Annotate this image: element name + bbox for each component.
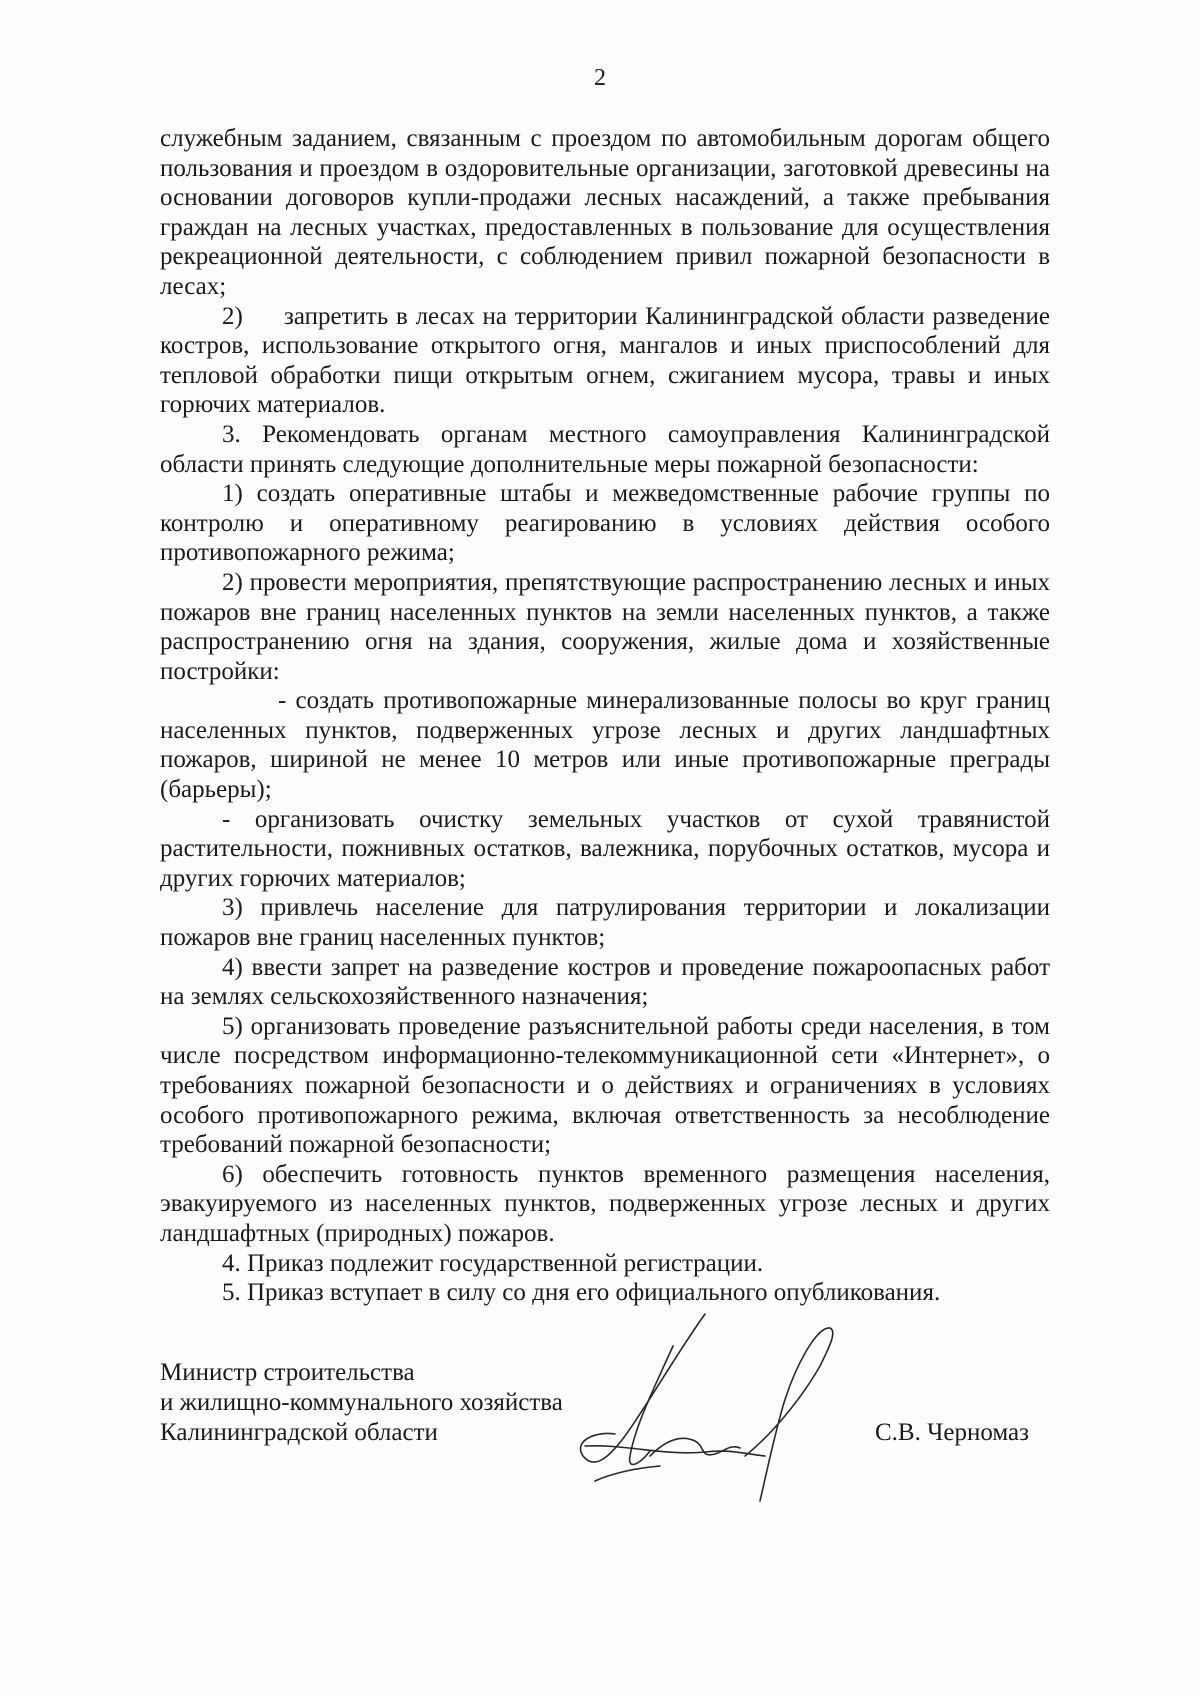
- paragraph-subitem-6: 6) обеспечить готовность пунктов временного размещения населения, эвакуируемого из населенных пунктов, подверженных угрозе лесных и других ландшафтных (природных) пожаров.: [160, 1160, 1050, 1247]
- paragraph-continuation: служебным заданием, связанным с проездом по автомобильным дорогам общего пользования и проездом в оздоровительные организации, заготовкой древесины на основании договоров купли-продажи лесных насаждений, а также пребывания граждан на лесных участках, предоставленных в пользование для осуществления рекреационной деятельности, с соблюдением привил пожарной безопасности в лесах;: [160, 125, 1050, 300]
- position-line: Министр строительства: [160, 1359, 415, 1386]
- item-number: 2): [222, 302, 243, 330]
- paragraph-clause-4: 4. Приказ подлежит государственной регистрации.: [222, 1249, 764, 1277]
- handwritten-signature: [555, 1306, 875, 1506]
- position-line: и жилищно-коммунального хозяйства: [160, 1389, 563, 1416]
- paragraph-dash-1: - создать противопожарные минерализованные полосы во круг границ населенных пунктов, подверженных угрозе лесных и других ландшафтных пожаров, шириной не менее 10 метров или иные противопожарные преграды (барьеры);: [160, 687, 1050, 804]
- position-line: Калининградской области: [160, 1419, 438, 1446]
- paragraph-item-2: [160, 302, 1050, 420]
- page-number: 2: [594, 65, 606, 91]
- signer-position: [160, 1358, 563, 1448]
- paragraph-clause-5: 5. Приказ вступает в силу со дня его официального опубликования.: [222, 1279, 941, 1307]
- signer-name: С.В. Черномаз: [875, 1419, 1029, 1446]
- paragraph-subitem-2: 2) провести мероприятия, препятствующие распространению лесных и иных пожаров вне границ населенных пунктов на земли населенных пунктов, а также распространению огня на здания, сооружения, жилые дома и хозяйственные постройки:: [160, 568, 1050, 685]
- paragraph-clause-3: 3. Рекомендовать органам местного самоуправления Калининградской области принять следующие дополнительные меры пожарной безопасности:: [160, 420, 1050, 478]
- signature-block: [160, 1358, 1060, 1498]
- paragraph-subitem-5: 5) организовать проведение разъяснительной работы среди населения, в том числе посредством информационно-телекоммуникационной сети «Интернет», о требованиях пожарной безопасности и о действиях и ограничениях в условиях особого противопожарного режима, включая ответственность за несоблюдение требований пожарной безопасности;: [160, 1012, 1050, 1159]
- paragraph-subitem-3: 3) привлечь население для патрулирования территории и локализации пожаров вне границ населенных пунктов;: [160, 894, 1050, 952]
- item-text: запретить в лесах на территории Калининградской области разведение костров, использование открытого огня, мангалов и иных приспособлений для тепловой обработки пищи открытым огнем, сжиганием мусора, травы и иных горючих материалов.: [160, 302, 1050, 419]
- paragraph-subitem-1: 1) создать оперативные штабы и межведомственные рабочие группы по контролю и оперативному реагированию в условиях действия особого противопожарного режима;: [160, 480, 1050, 567]
- document-body: [160, 124, 1050, 1308]
- paragraph-dash-2: - организовать очистку земельных участков от сухой травянистой растительности, пожнивных остатков, валежника, порубочных остатков, мусора и других горючих материалов;: [160, 805, 1050, 892]
- paragraph-subitem-4: 4) ввести запрет на разведение костров и проведение пожароопасных работ на землях сельскохозяйственного назначения;: [160, 953, 1050, 1011]
